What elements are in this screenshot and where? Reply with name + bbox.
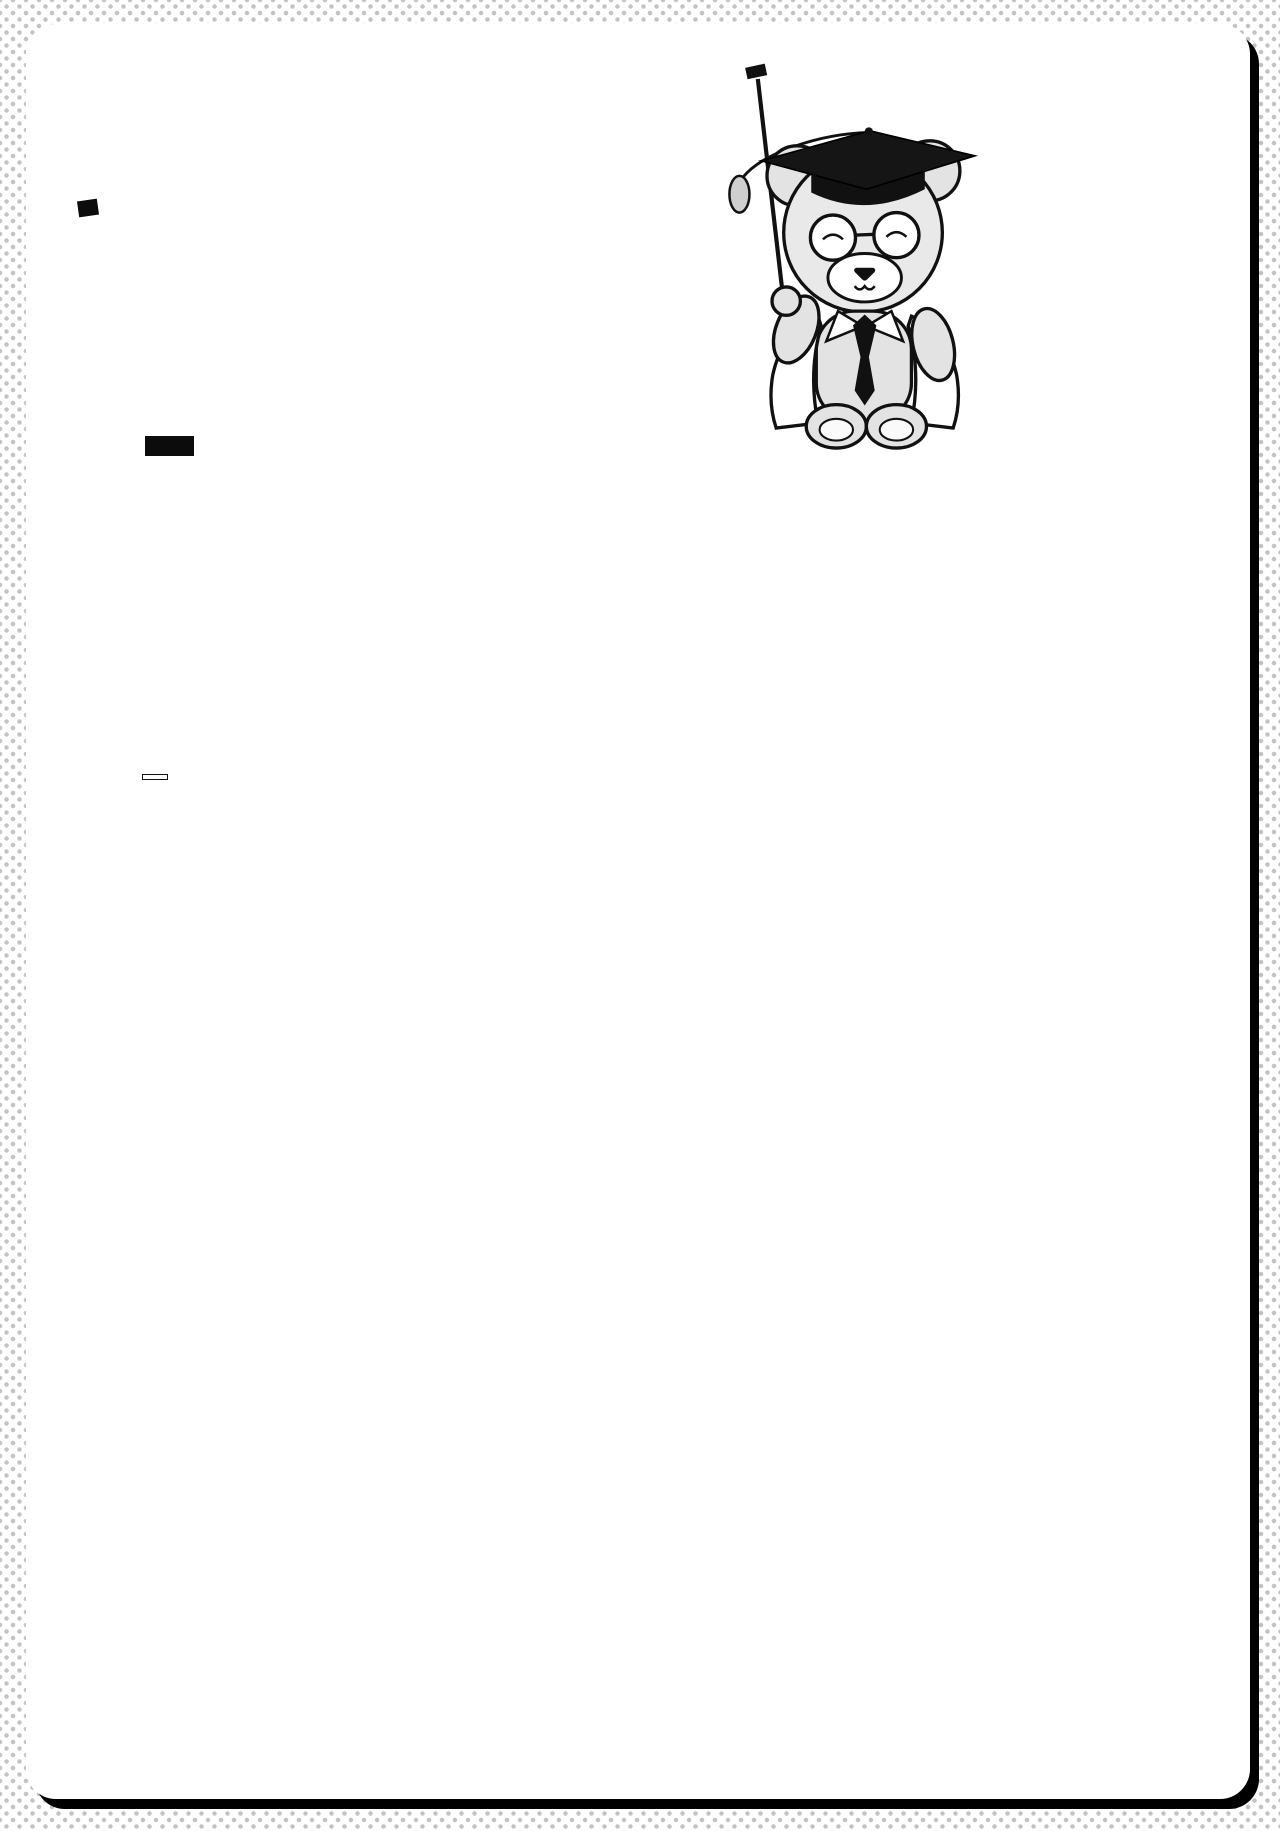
text-and-chart-row [75,491,1210,748]
sources-section [142,774,1250,797]
section-header-efecto-mariposa [145,436,194,456]
nageyari-badge [77,199,99,218]
ensemble-forecast-figure [603,491,1023,748]
side-text-column [75,491,547,748]
manga-glossary-page [26,24,1250,1799]
sources-label [142,774,168,780]
ensemble-spaghetti-chart [603,525,1003,743]
professor-bear-illustration [686,50,1020,452]
page-header [26,24,1250,436]
